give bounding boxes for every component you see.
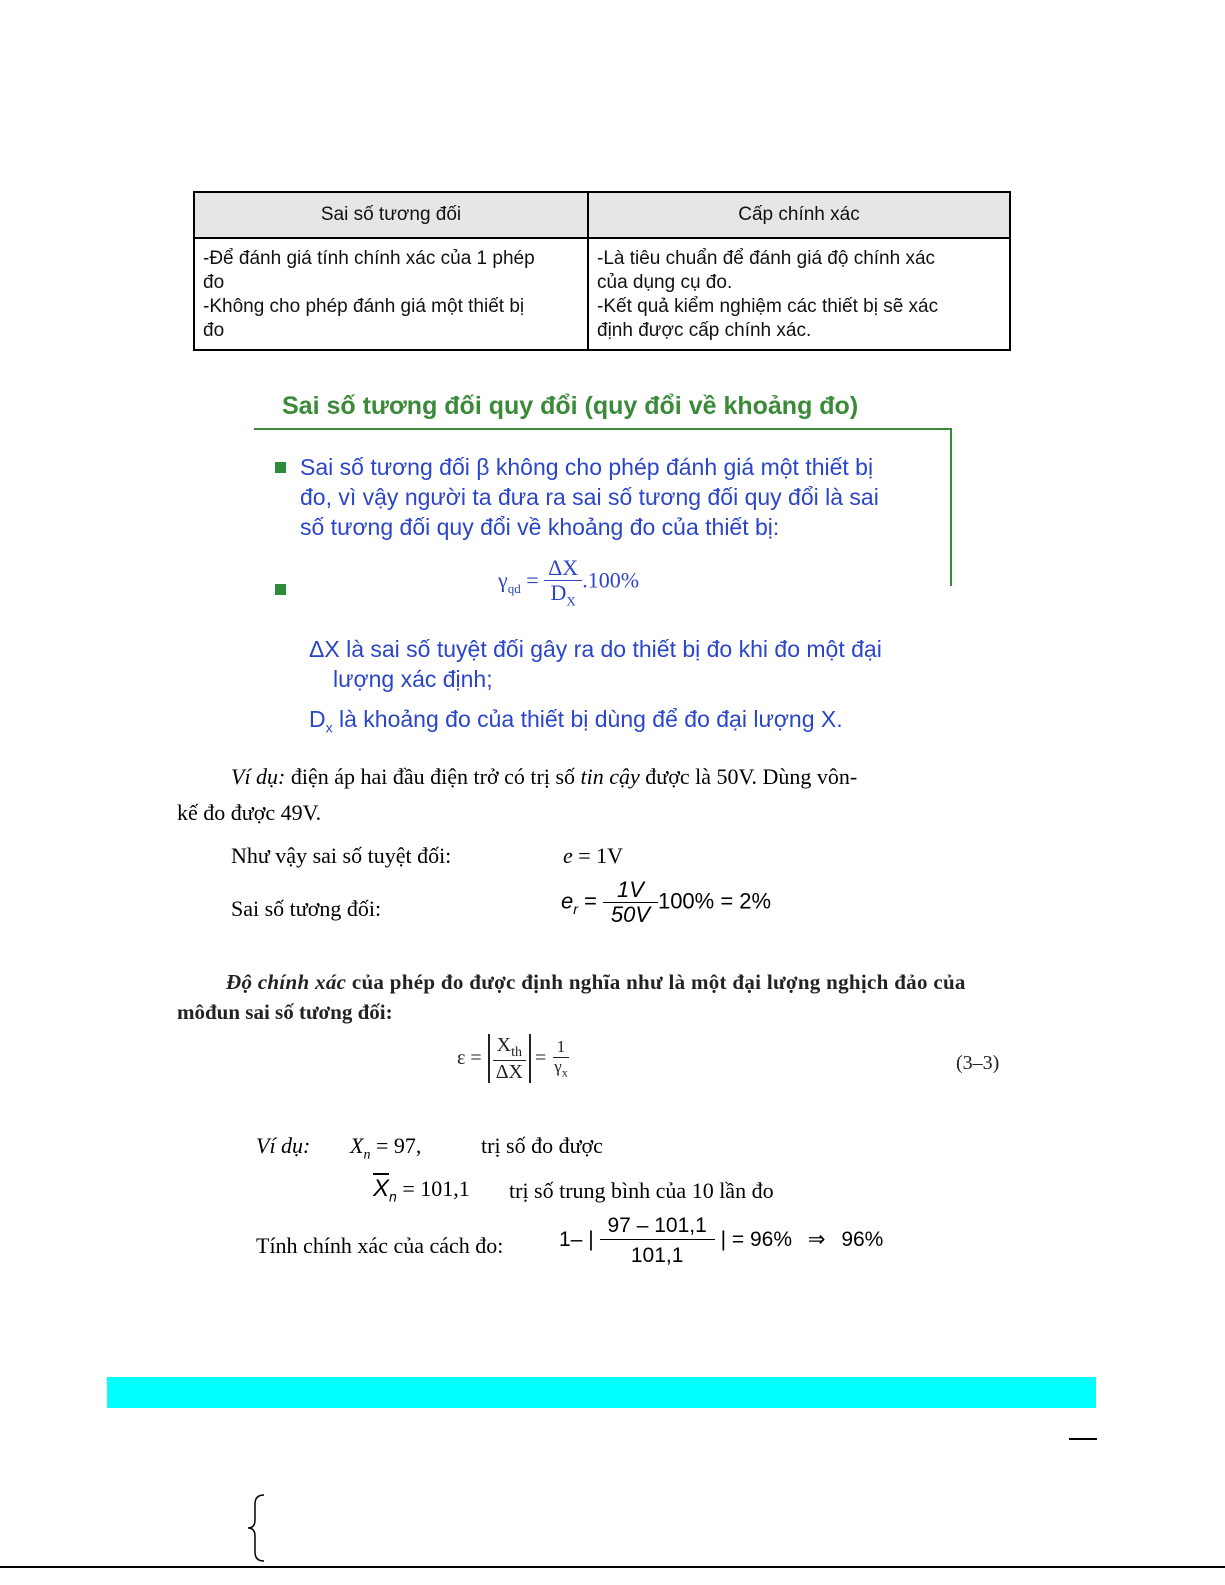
formula-numerator: ΔX [544,556,582,581]
table-line: -Là tiêu chuẩn để đánh giá độ chính xác [597,248,936,269]
slide-bullet-line: Sai số tương đối β không cho phép đánh giá một thiết bị [300,454,874,480]
accuracy-label: Tính chính xác của cách đo: [256,1233,504,1258]
example1-text-a: điện áp hai đầu điện trở có trị số [285,764,581,789]
example2-label [256,1133,310,1159]
example1-text-b: được là 50V. Dùng vôn- [639,764,858,789]
precision-inverse-numerator: 1 [553,1038,570,1058]
implies-arrow-icon: ⇒ [807,1228,826,1252]
precision-formula [457,1034,572,1083]
absolute-error-symbol: e [563,843,573,868]
dash-mark [1069,1438,1097,1440]
formula-equals: = [526,567,539,593]
measured-value-desc: trị số đo được [481,1133,603,1158]
relative-error-formula [561,878,771,927]
precision-inverse-denominator [550,1058,572,1080]
relative-error-lhs: e [561,888,574,914]
formula-denominator-sub: X [566,593,576,609]
precision-inverse-fraction [550,1038,572,1079]
accuracy-fraction [600,1214,715,1267]
formula-gamma-sub: qd [507,580,521,596]
table-line: đo [203,320,225,341]
note-line: lượng xác định; [333,666,493,692]
note-dx-text: là khoảng đo của thiết bị dùng để đo đại lượng X. [332,706,843,732]
precision-numerator-x: X [496,1034,512,1056]
absolute-error-label: Như vậy sai số tuyệt đối: [231,843,452,868]
example1-emphasis: tin cậy [580,764,640,789]
table-line: định được cấp chính xác. [597,320,812,341]
note-line: ΔX là sai số tuyệt đối gây ra do thiết bị đo khi đo một đại [309,636,882,662]
precision-gamma: γ [554,1056,562,1076]
slide-bullet-line: số tương đối quy đổi về khoảng đo của thiết bị: [300,514,780,540]
formula-gamma: γ [498,567,508,593]
mean-value-x: $\overline{X}$ [373,1175,390,1202]
relative-error-fraction [603,878,658,927]
slide-top-rule [254,428,952,430]
precision-numerator-sub: th [511,1045,523,1060]
note-dx [309,706,843,736]
table-line: -Không cho phép đánh giá một thiết bị [203,296,525,317]
formula-denominator-d: D [550,580,567,606]
table-line: đo [203,272,225,293]
accuracy-prefix: 1– | [559,1228,594,1252]
mean-value-number: = 101,1 [396,1176,470,1201]
example1-line2: kế đo được 49V. [177,800,322,825]
table-header-accuracy-class: Cấp chính xác [588,192,1010,238]
note-dx-sub: x [325,719,333,736]
measured-value-x: X [350,1133,364,1158]
equation-number: (3–3) [956,1052,1000,1074]
example1-label: Ví dụ: [231,764,286,789]
slide-bullet-line: đo, vì vậy người ta đưa ra sai số tương đối quy đổi là sai [300,484,879,510]
precision-abs-bars [488,1034,531,1083]
accuracy-formula [559,1214,883,1267]
table-header-relative-error: Sai số tương đối [194,192,588,238]
table-cell-relative-error [194,238,588,350]
table-cell-accuracy-class [588,238,1010,350]
accuracy-numerator: 97 – 101,1 [600,1214,715,1240]
formula-fraction [544,556,582,609]
bottom-rule [0,1566,1225,1568]
relative-error-tail: 100% = 2% [657,888,772,914]
relative-error-sub: r [573,900,578,917]
example1-line1 [231,764,857,790]
bullet-square-icon [275,462,286,473]
measured-value-number: = 97, [370,1133,422,1158]
cyan-highlight-bar [107,1377,1096,1408]
relative-error-equals: = [584,888,597,914]
measured-value [350,1133,421,1163]
slide-bullet-text [300,452,950,542]
absolute-error-rest: = 1V [572,843,624,868]
measured-value-sub: n [363,1147,371,1163]
precision-epsilon: ε = [457,1047,482,1070]
note-dx-symbol: D [309,706,326,732]
formula-denominator [547,581,580,609]
example2-label-text: Ví dụ: [256,1133,311,1158]
reduced-error-formula [498,556,639,609]
mean-value-sub: n [389,1188,397,1205]
relative-error-denominator: 50V [610,902,651,928]
relative-error-numerator: 1V [603,878,658,903]
brace-icon [246,1494,268,1562]
precision-definition-line2: môđun sai số tương đối: [177,1000,393,1024]
formula-tail: .100% [582,567,640,593]
mean-value-desc: trị số trung bình của 10 lần đo [509,1178,774,1203]
accuracy-suffix: | = 96% [720,1228,793,1252]
slide-title: Sai số tương đối quy đổi (quy đổi về khoảng đo) [282,392,859,420]
table-line: -Kết quả kiểm nghiệm các thiết bị sẽ xác [597,296,939,317]
mean-value [373,1175,470,1204]
precision-fraction [492,1034,527,1083]
accuracy-result: 96% [841,1228,884,1252]
accuracy-denominator: 101,1 [630,1244,684,1268]
precision-denominator: ΔX [495,1061,523,1084]
precision-definition-text: của phép đo được định nghĩa như là một đại lượng nghịch đảo của [346,970,966,994]
slide-side-rule [950,428,952,586]
precision-numerator [493,1034,526,1061]
table-line: -Để đánh giá tính chính xác của 1 phép [203,248,535,269]
precision-gamma-sub: x [561,1065,568,1080]
note-delta-x [309,634,882,694]
comparison-table [193,191,1011,351]
precision-equals: = [535,1047,547,1070]
precision-definition-line1 [226,970,966,995]
precision-term: Độ chính xác [226,970,347,994]
table-line: của dụng cụ đo. [597,272,733,293]
relative-error-label: Sai số tương đối: [231,896,382,921]
absolute-error-value [563,843,623,869]
bullet-square-icon [275,584,286,595]
